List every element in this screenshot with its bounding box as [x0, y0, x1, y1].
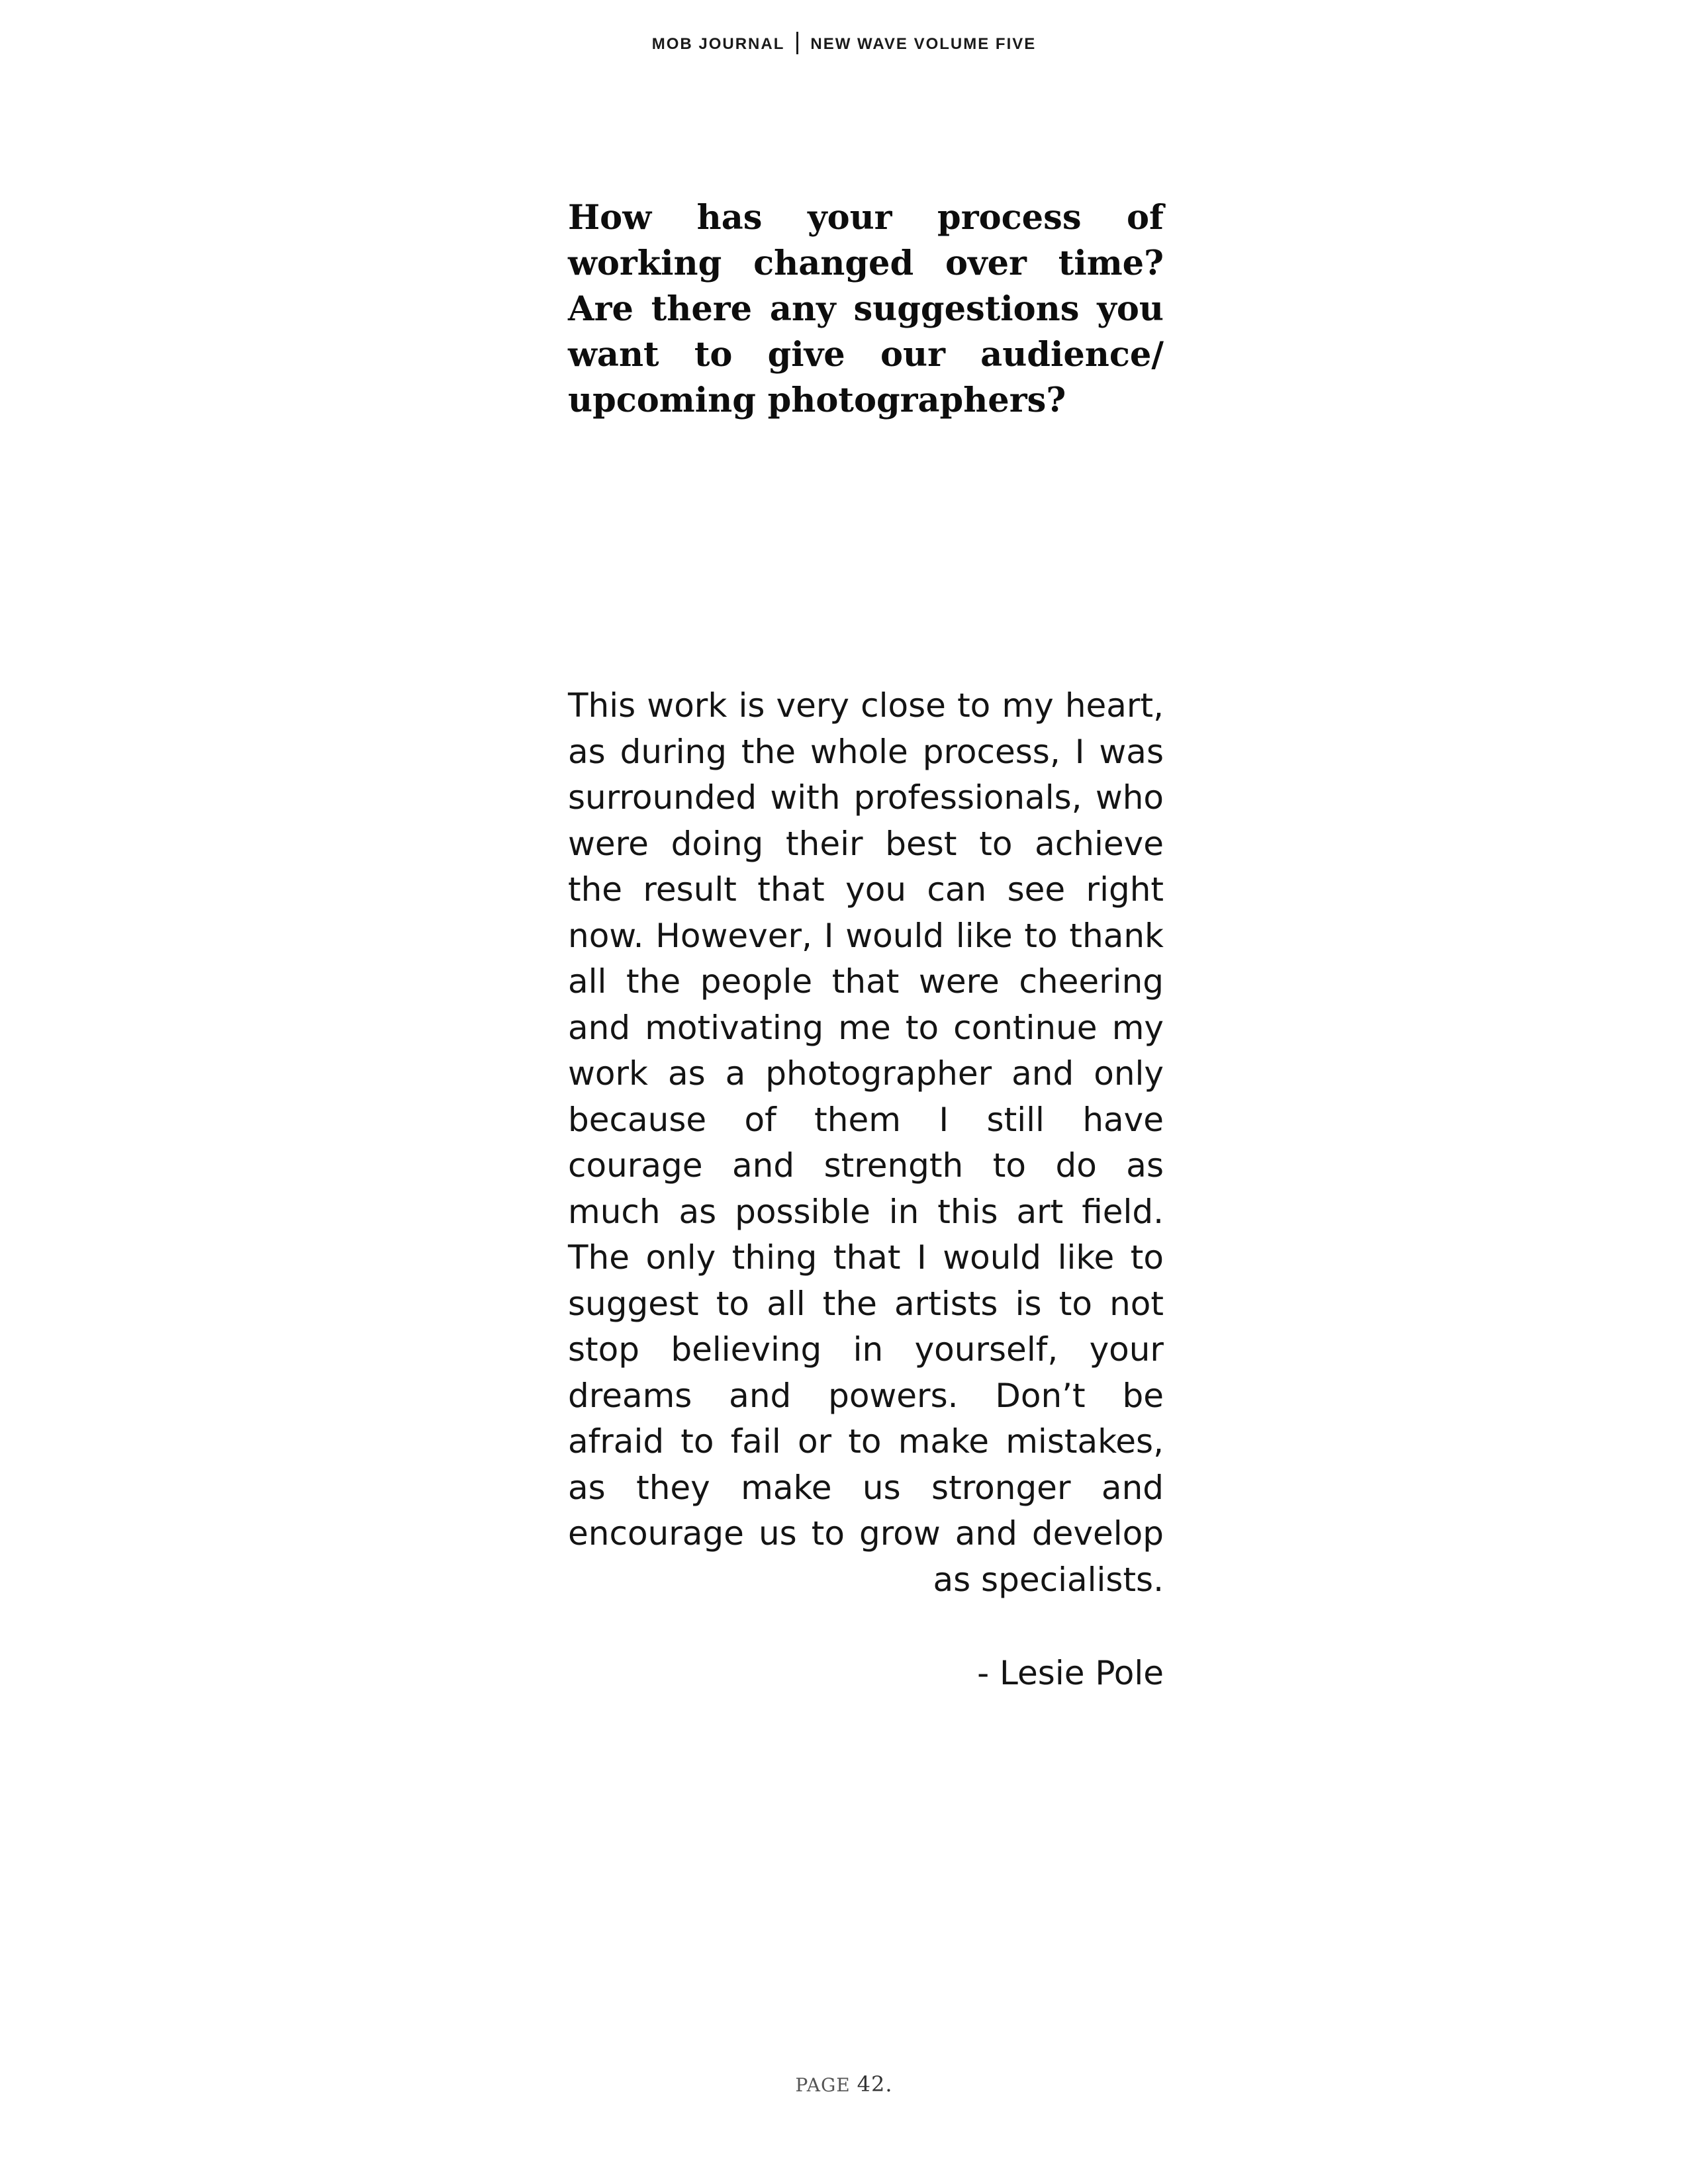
issue-name: NEW WAVE VOLUME FIVE: [810, 35, 1037, 53]
publication-name: MOB JOURNAL: [651, 35, 785, 53]
interview-answer: This work is very close to my heart, as during the whole process, I was surrounded with professionals, who were doing their best to achieve the result that you can see right now. However, I would like to thank all the people that were cheering and motivating me to continue my work as a photographer and only because of them I still have courage and strength to do as much as possible in this art field. The only thing that I would like to suggest to all the artists is to not stop believing in yourself, your dreams and powers. Don’t be afraid to fail or to make mistakes, as they make us stronger and encourage us to grow and develop as specialists.: [568, 686, 1164, 1599]
page-number-value: 42.: [857, 2071, 893, 2097]
header-separator: [796, 32, 798, 54]
page-label: PAGE: [795, 2074, 851, 2096]
interview-question: How has your process of working changed over time? Are there any suggestions you want to give our audience/ upcoming photographers?: [568, 198, 1164, 420]
answer-signature: - Lesie Pole: [977, 1654, 1164, 1692]
running-header: [0, 32, 1688, 54]
page-number: [0, 2071, 1688, 2097]
